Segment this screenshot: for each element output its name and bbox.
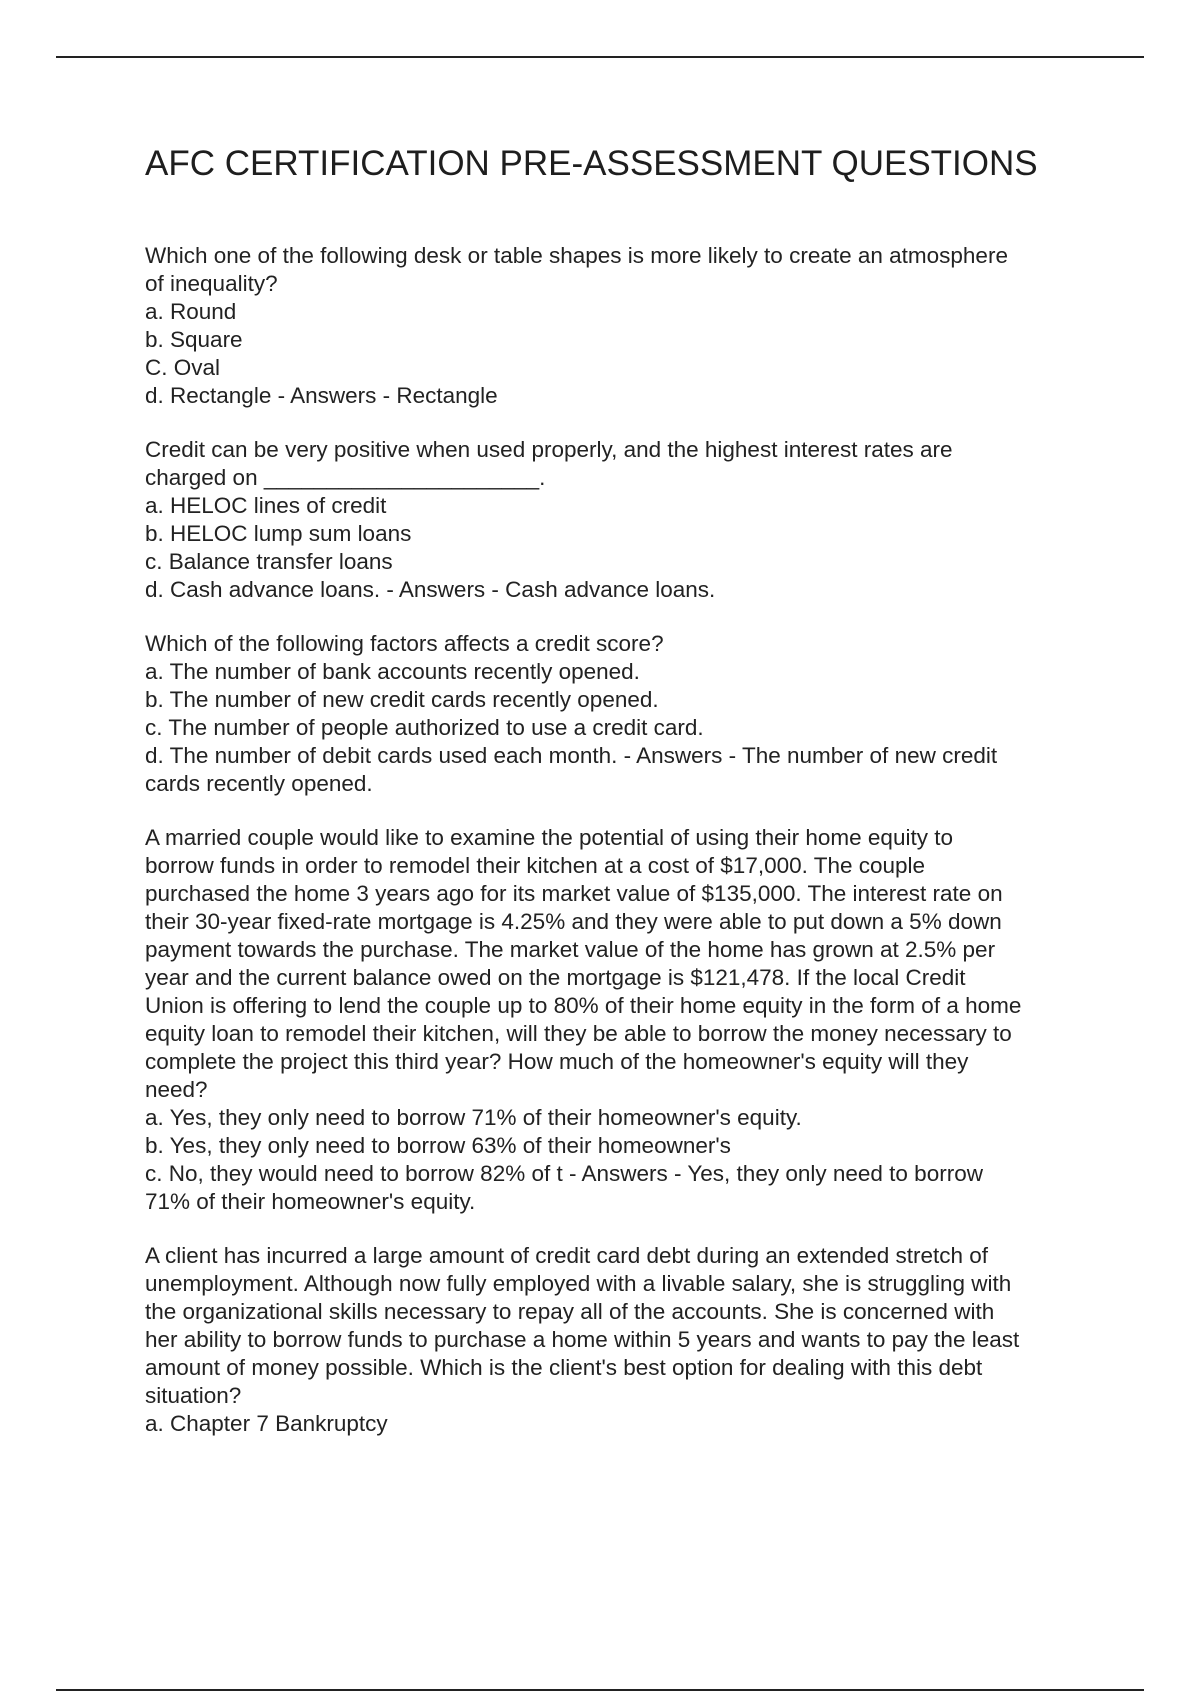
question-text-line: amount of money possible. Which is the client's best option for dealing with this debt: [145, 1355, 983, 1380]
question-text-line: b. HELOC lump sum loans: [145, 521, 412, 546]
question-block: [145, 630, 1095, 798]
question-text-line: purchased the home 3 years ago for its market value of $135,000. The interest rate on: [145, 881, 1003, 906]
question-text-line: complete the project this third year? How much of the homeowner's equity will they: [145, 1049, 969, 1074]
question-list: [145, 242, 1095, 1464]
question-text-line: situation?: [145, 1383, 242, 1408]
question-text-line: A married couple would like to examine the potential of using their home equity to: [145, 825, 953, 850]
question-text-line: equity loan to remodel their kitchen, will they be able to borrow the money necessary to: [145, 1021, 1012, 1046]
question-text-line: c. No, they would need to borrow 82% of t - Answers - Yes, they only need to borrow: [145, 1161, 983, 1186]
question-text-line: Union is offering to lend the couple up to 80% of their home equity in the form of a home: [145, 993, 1022, 1018]
question-block: [145, 824, 1095, 1216]
question-text-line: a. Yes, they only need to borrow 71% of their homeowner's equity.: [145, 1105, 802, 1130]
question-text-line: need?: [145, 1077, 208, 1102]
question-text-line: d. Rectangle - Answers - Rectangle: [145, 383, 498, 408]
question-block: [145, 436, 1095, 604]
question-text-line: Which of the following factors affects a credit score?: [145, 631, 664, 656]
question-text-line: b. Yes, they only need to borrow 63% of their homeowner's: [145, 1133, 731, 1158]
question-text-line: c. Balance transfer loans: [145, 549, 393, 574]
question-text-line: payment towards the purchase. The market value of the home has grown at 2.5% per: [145, 937, 996, 962]
question-text-line: cards recently opened.: [145, 771, 373, 796]
question-text-line: A client has incurred a large amount of credit card debt during an extended stretch of: [145, 1243, 989, 1268]
question-text-line: a. The number of bank accounts recently opened.: [145, 659, 640, 684]
question-text-line: a. HELOC lines of credit: [145, 493, 387, 518]
question-text-line: year and the current balance owed on the mortgage is $121,478. If the local Credit: [145, 965, 966, 990]
question-text-line: b. Square: [145, 327, 243, 352]
question-block: [145, 242, 1095, 410]
question-text-line: the organizational skills necessary to repay all of the accounts. She is concerned with: [145, 1299, 995, 1324]
question-text-line: Credit can be very positive when used properly, and the highest interest rates are: [145, 437, 953, 462]
question-text-line: a. Round: [145, 299, 237, 324]
question-text-line: Which one of the following desk or table shapes is more likely to create an atmosphere: [145, 243, 1008, 268]
question-block: [145, 1242, 1095, 1438]
question-text-line: b. The number of new credit cards recently opened.: [145, 687, 659, 712]
top-divider: [56, 56, 1144, 58]
bottom-divider: [56, 1689, 1144, 1691]
question-text-line: of inequality?: [145, 271, 278, 296]
question-text-line: 71% of their homeowner's equity.: [145, 1189, 476, 1214]
question-text-line: d. Cash advance loans. - Answers - Cash advance loans.: [145, 577, 716, 602]
page-title: AFC CERTIFICATION PRE-ASSESSMENT QUESTIONS: [145, 144, 1038, 183]
question-text-line: borrow funds in order to remodel their kitchen at a cost of $17,000. The couple: [145, 853, 926, 878]
question-text-line: d. The number of debit cards used each month. - Answers - The number of new credit: [145, 743, 998, 768]
question-text-line: unemployment. Although now fully employed with a livable salary, she is struggling with: [145, 1271, 1012, 1296]
question-text-line: C. Oval: [145, 355, 221, 380]
question-text-line: their 30-year fixed-rate mortgage is 4.25% and they were able to put down a 5% down: [145, 909, 1002, 934]
question-text-line: a. Chapter 7 Bankruptcy: [145, 1411, 388, 1436]
question-text-line: her ability to borrow funds to purchase a home within 5 years and wants to pay the least: [145, 1327, 1020, 1352]
question-text-line: charged on ______________________.: [145, 465, 546, 490]
question-text-line: c. The number of people authorized to use a credit card.: [145, 715, 704, 740]
